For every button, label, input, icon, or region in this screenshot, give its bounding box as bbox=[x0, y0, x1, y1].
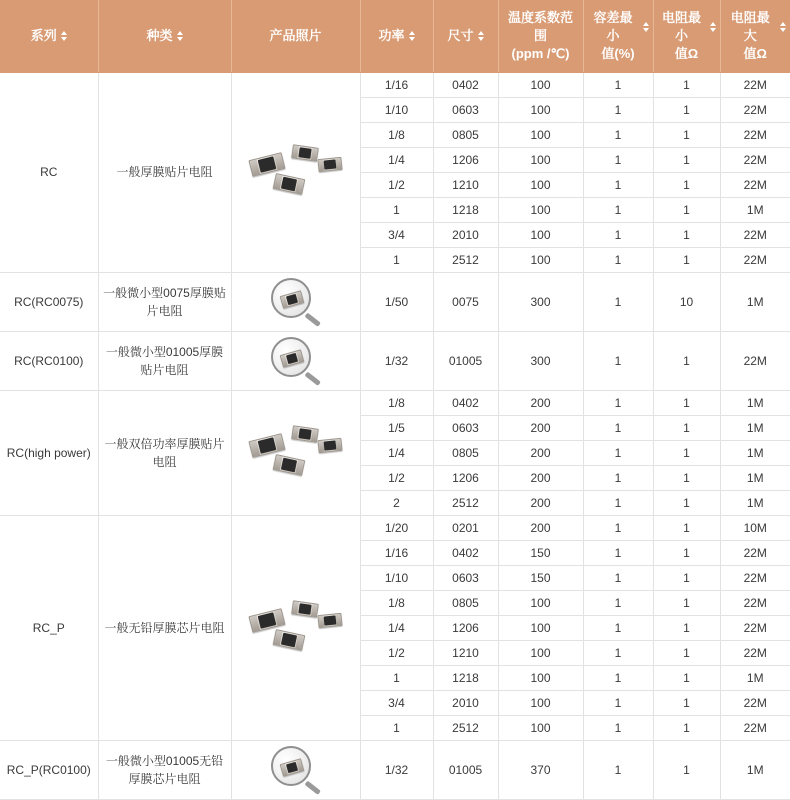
tolerance-cell: 1 bbox=[583, 272, 653, 331]
tcr-cell: 100 bbox=[498, 615, 583, 640]
column-header-label-line2: 值(%) bbox=[601, 45, 635, 61]
series-cell: RC bbox=[0, 72, 98, 272]
resistance-min-cell: 1 bbox=[653, 415, 720, 440]
table-row bbox=[0, 390, 790, 415]
power-cell: 1/8 bbox=[360, 122, 433, 147]
column-header-1[interactable] bbox=[0, 0, 98, 72]
size-cell: 0402 bbox=[433, 390, 498, 415]
power-cell: 1/4 bbox=[360, 440, 433, 465]
column-header-label-line2: (ppm /℃) bbox=[511, 45, 570, 61]
resistance-min-cell: 1 bbox=[653, 172, 720, 197]
size-cell: 0075 bbox=[433, 272, 498, 331]
power-cell: 1/10 bbox=[360, 565, 433, 590]
tcr-cell: 100 bbox=[498, 72, 583, 97]
size-cell: 2512 bbox=[433, 715, 498, 740]
size-cell: 0201 bbox=[433, 515, 498, 540]
tcr-cell: 100 bbox=[498, 197, 583, 222]
resistance-max-cell: 1M bbox=[720, 665, 790, 690]
tolerance-cell: 1 bbox=[583, 665, 653, 690]
product-photo-cell bbox=[231, 72, 360, 272]
resistance-min-cell: 1 bbox=[653, 122, 720, 147]
resistance-max-cell: 22M bbox=[720, 640, 790, 665]
power-cell: 1 bbox=[360, 665, 433, 690]
size-cell: 1210 bbox=[433, 172, 498, 197]
kind-cell: 一般微小型01005厚膜贴片电阻 bbox=[98, 331, 231, 390]
tcr-cell: 200 bbox=[498, 415, 583, 440]
power-cell: 1/50 bbox=[360, 272, 433, 331]
tolerance-cell: 1 bbox=[583, 222, 653, 247]
product-photo-cell bbox=[231, 515, 360, 740]
tcr-cell: 100 bbox=[498, 590, 583, 615]
tolerance-cell: 1 bbox=[583, 590, 653, 615]
sort-toggle-icon[interactable] bbox=[710, 22, 716, 32]
tolerance-cell: 1 bbox=[583, 715, 653, 740]
kind-cell: 一般厚膜贴片电阻 bbox=[98, 72, 231, 272]
size-cell: 0805 bbox=[433, 590, 498, 615]
resistance-min-cell: 1 bbox=[653, 197, 720, 222]
tcr-cell: 100 bbox=[498, 172, 583, 197]
power-cell: 2 bbox=[360, 490, 433, 515]
power-cell: 1/8 bbox=[360, 390, 433, 415]
column-header-label: 温度系数范围 bbox=[507, 10, 573, 43]
column-header-label-line2: 值Ω bbox=[674, 45, 699, 61]
size-cell: 1218 bbox=[433, 665, 498, 690]
table-row bbox=[0, 515, 790, 540]
resistance-min-cell: 1 bbox=[653, 222, 720, 247]
resistance-max-cell: 22M bbox=[720, 72, 790, 97]
resistance-max-cell: 22M bbox=[720, 122, 790, 147]
power-cell: 1/4 bbox=[360, 147, 433, 172]
sort-toggle-icon[interactable] bbox=[61, 31, 67, 41]
tolerance-cell: 1 bbox=[583, 72, 653, 97]
power-cell: 1/32 bbox=[360, 740, 433, 799]
tcr-cell: 100 bbox=[498, 665, 583, 690]
power-cell: 1/8 bbox=[360, 590, 433, 615]
tcr-cell: 100 bbox=[498, 640, 583, 665]
resistance-max-cell: 1M bbox=[720, 415, 790, 440]
size-cell: 1206 bbox=[433, 615, 498, 640]
tolerance-cell: 1 bbox=[583, 515, 653, 540]
size-cell: 01005 bbox=[433, 740, 498, 799]
magnifier-chip-photo bbox=[267, 276, 325, 328]
resistance-max-cell: 22M bbox=[720, 540, 790, 565]
product-photo-cell bbox=[231, 740, 360, 799]
power-cell: 1 bbox=[360, 715, 433, 740]
table-header bbox=[0, 0, 790, 72]
size-cell: 0805 bbox=[433, 122, 498, 147]
size-cell: 2512 bbox=[433, 490, 498, 515]
tolerance-cell: 1 bbox=[583, 440, 653, 465]
resistance-min-cell: 1 bbox=[653, 715, 720, 740]
size-cell: 1206 bbox=[433, 465, 498, 490]
power-cell: 1/32 bbox=[360, 331, 433, 390]
table-row bbox=[0, 272, 790, 331]
tcr-cell: 200 bbox=[498, 390, 583, 415]
tcr-cell: 200 bbox=[498, 490, 583, 515]
table-row bbox=[0, 72, 790, 97]
column-header-8[interactable] bbox=[653, 0, 720, 72]
chip-resistors-photo bbox=[248, 140, 344, 204]
size-cell: 0402 bbox=[433, 540, 498, 565]
tolerance-cell: 1 bbox=[583, 122, 653, 147]
tcr-cell: 200 bbox=[498, 465, 583, 490]
column-header-5[interactable] bbox=[433, 0, 498, 72]
tolerance-cell: 1 bbox=[583, 690, 653, 715]
column-header-label: 系列 bbox=[30, 27, 57, 43]
column-header-6 bbox=[498, 0, 583, 72]
resistance-max-cell: 22M bbox=[720, 172, 790, 197]
tcr-cell: 100 bbox=[498, 97, 583, 122]
resistance-max-cell: 10M bbox=[720, 515, 790, 540]
tolerance-cell: 1 bbox=[583, 465, 653, 490]
size-cell: 01005 bbox=[433, 331, 498, 390]
resistance-min-cell: 1 bbox=[653, 665, 720, 690]
sort-toggle-icon[interactable] bbox=[409, 31, 415, 41]
size-cell: 0603 bbox=[433, 415, 498, 440]
resistance-max-cell: 22M bbox=[720, 247, 790, 272]
size-cell: 1210 bbox=[433, 640, 498, 665]
tcr-cell: 200 bbox=[498, 515, 583, 540]
series-cell: RC(RC0075) bbox=[0, 272, 98, 331]
tolerance-cell: 1 bbox=[583, 147, 653, 172]
product-photo-cell bbox=[231, 390, 360, 515]
column-header-label: 容差最小 bbox=[593, 10, 633, 43]
kind-cell: 一般微小型01005无铅厚膜芯片电阻 bbox=[98, 740, 231, 799]
power-cell: 1/10 bbox=[360, 97, 433, 122]
power-cell: 1/2 bbox=[360, 172, 433, 197]
size-cell: 0402 bbox=[433, 72, 498, 97]
column-header-2[interactable] bbox=[98, 0, 231, 72]
kind-cell: 一般双倍功率厚膜贴片电阻 bbox=[98, 390, 231, 515]
power-cell: 1/20 bbox=[360, 515, 433, 540]
tolerance-cell: 1 bbox=[583, 565, 653, 590]
power-cell: 1/16 bbox=[360, 72, 433, 97]
sort-toggle-icon[interactable] bbox=[177, 31, 183, 41]
tolerance-cell: 1 bbox=[583, 197, 653, 222]
tcr-cell: 100 bbox=[498, 122, 583, 147]
column-header-label: 尺寸 bbox=[447, 27, 474, 43]
resistance-max-cell: 22M bbox=[720, 222, 790, 247]
resistance-max-cell: 22M bbox=[720, 590, 790, 615]
size-cell: 0805 bbox=[433, 440, 498, 465]
magnifier-chip-photo bbox=[267, 335, 325, 387]
tolerance-cell: 1 bbox=[583, 97, 653, 122]
size-cell: 2010 bbox=[433, 222, 498, 247]
size-cell: 1218 bbox=[433, 197, 498, 222]
power-cell: 1 bbox=[360, 197, 433, 222]
series-cell: RC_P bbox=[0, 515, 98, 740]
tcr-cell: 370 bbox=[498, 740, 583, 799]
power-cell: 3/4 bbox=[360, 690, 433, 715]
tolerance-cell: 1 bbox=[583, 615, 653, 640]
resistance-max-cell: 1M bbox=[720, 390, 790, 415]
resistance-min-cell: 1 bbox=[653, 390, 720, 415]
tcr-cell: 300 bbox=[498, 331, 583, 390]
tolerance-cell: 1 bbox=[583, 540, 653, 565]
tolerance-cell: 1 bbox=[583, 247, 653, 272]
resistance-min-cell: 10 bbox=[653, 272, 720, 331]
resistance-max-cell: 1M bbox=[720, 440, 790, 465]
sort-toggle-icon[interactable] bbox=[478, 31, 484, 41]
tcr-cell: 100 bbox=[498, 247, 583, 272]
resistance-max-cell: 1M bbox=[720, 465, 790, 490]
column-header-4[interactable] bbox=[360, 0, 433, 72]
tolerance-cell: 1 bbox=[583, 415, 653, 440]
resistance-max-cell: 22M bbox=[720, 97, 790, 122]
resistance-min-cell: 1 bbox=[653, 640, 720, 665]
resistance-min-cell: 1 bbox=[653, 331, 720, 390]
series-cell: RC(high power) bbox=[0, 390, 98, 515]
sort-toggle-icon[interactable] bbox=[643, 22, 649, 32]
size-cell: 0603 bbox=[433, 565, 498, 590]
resistance-max-cell: 1M bbox=[720, 740, 790, 799]
resistance-min-cell: 1 bbox=[653, 97, 720, 122]
tolerance-cell: 1 bbox=[583, 390, 653, 415]
power-cell: 1/4 bbox=[360, 615, 433, 640]
resistance-min-cell: 1 bbox=[653, 590, 720, 615]
power-cell: 1/16 bbox=[360, 540, 433, 565]
size-cell: 2010 bbox=[433, 690, 498, 715]
tolerance-cell: 1 bbox=[583, 331, 653, 390]
product-photo-cell bbox=[231, 272, 360, 331]
tcr-cell: 150 bbox=[498, 565, 583, 590]
tcr-cell: 100 bbox=[498, 147, 583, 172]
tcr-cell: 100 bbox=[498, 715, 583, 740]
header-row bbox=[0, 0, 790, 72]
resistance-min-cell: 1 bbox=[653, 72, 720, 97]
magnifier-chip-photo bbox=[267, 744, 325, 796]
column-header-3 bbox=[231, 0, 360, 72]
table-body bbox=[0, 72, 790, 799]
resistance-min-cell: 1 bbox=[653, 565, 720, 590]
power-cell: 3/4 bbox=[360, 222, 433, 247]
column-header-7[interactable] bbox=[583, 0, 653, 72]
tcr-cell: 150 bbox=[498, 540, 583, 565]
column-header-label: 电阻最大 bbox=[730, 10, 770, 43]
column-header-label: 种类 bbox=[146, 27, 173, 43]
power-cell: 1 bbox=[360, 247, 433, 272]
power-cell: 1/2 bbox=[360, 640, 433, 665]
tcr-cell: 200 bbox=[498, 440, 583, 465]
column-header-label: 功率 bbox=[378, 27, 405, 43]
product-photo-cell bbox=[231, 331, 360, 390]
size-cell: 1206 bbox=[433, 147, 498, 172]
tolerance-cell: 1 bbox=[583, 740, 653, 799]
size-cell: 2512 bbox=[433, 247, 498, 272]
resistance-min-cell: 1 bbox=[653, 740, 720, 799]
column-header-label-line2: 值Ω bbox=[743, 45, 767, 61]
resistance-min-cell: 1 bbox=[653, 515, 720, 540]
kind-cell: 一般微小型0075厚膜贴片电阻 bbox=[98, 272, 231, 331]
column-header-9[interactable] bbox=[720, 0, 790, 72]
resistance-max-cell: 22M bbox=[720, 715, 790, 740]
series-cell: RC(RC0100) bbox=[0, 331, 98, 390]
resistance-max-cell: 1M bbox=[720, 272, 790, 331]
resistance-max-cell: 22M bbox=[720, 690, 790, 715]
table-row bbox=[0, 331, 790, 390]
power-cell: 1/5 bbox=[360, 415, 433, 440]
kind-cell: 一般无铅厚膜芯片电阻 bbox=[98, 515, 231, 740]
tolerance-cell: 1 bbox=[583, 490, 653, 515]
tolerance-cell: 1 bbox=[583, 172, 653, 197]
tcr-cell: 100 bbox=[498, 690, 583, 715]
chip-resistors-photo bbox=[248, 596, 344, 660]
table-row bbox=[0, 740, 790, 799]
resistance-min-cell: 1 bbox=[653, 615, 720, 640]
resistance-max-cell: 22M bbox=[720, 615, 790, 640]
chip-resistors-photo bbox=[248, 421, 344, 485]
resistance-min-cell: 1 bbox=[653, 490, 720, 515]
resistance-min-cell: 1 bbox=[653, 247, 720, 272]
resistance-max-cell: 1M bbox=[720, 197, 790, 222]
resistance-min-cell: 1 bbox=[653, 147, 720, 172]
resistance-min-cell: 1 bbox=[653, 540, 720, 565]
sort-toggle-icon[interactable] bbox=[780, 22, 786, 32]
series-cell: RC_P(RC0100) bbox=[0, 740, 98, 799]
resistance-max-cell: 22M bbox=[720, 565, 790, 590]
tcr-cell: 100 bbox=[498, 222, 583, 247]
resistance-max-cell: 22M bbox=[720, 331, 790, 390]
tolerance-cell: 1 bbox=[583, 640, 653, 665]
resistance-min-cell: 1 bbox=[653, 465, 720, 490]
resistance-min-cell: 1 bbox=[653, 440, 720, 465]
tcr-cell: 300 bbox=[498, 272, 583, 331]
column-header-label: 电阻最小 bbox=[661, 10, 701, 43]
power-cell: 1/2 bbox=[360, 465, 433, 490]
resistance-min-cell: 1 bbox=[653, 690, 720, 715]
resistance-max-cell: 22M bbox=[720, 147, 790, 172]
column-header-label: 产品照片 bbox=[269, 27, 322, 43]
size-cell: 0603 bbox=[433, 97, 498, 122]
resistance-max-cell: 1M bbox=[720, 490, 790, 515]
